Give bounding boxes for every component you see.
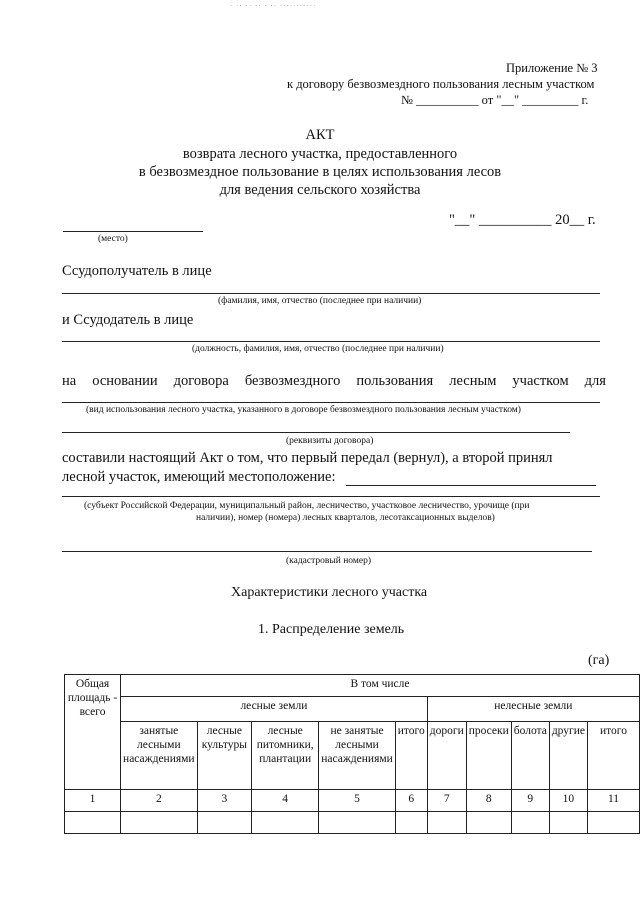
basis-word: на	[62, 373, 77, 389]
statement-line1: составили настоящий Акт о том, что первый передал (вернул), а второй принял	[62, 450, 553, 466]
lender-line	[62, 341, 600, 342]
basis-word: лесным	[449, 373, 497, 389]
data-cell	[197, 812, 252, 834]
basis-word: безвозмездного	[244, 373, 341, 389]
scan-artifact: · ·· ·· ·· · ·· ···········	[230, 2, 317, 10]
col-number: 1	[65, 790, 121, 812]
col-roads: дороги	[427, 722, 466, 790]
place-line	[63, 231, 203, 232]
col-nurseries: лесные питомники, плантации	[252, 722, 319, 790]
contract-details-line	[62, 432, 570, 433]
data-cell	[319, 812, 396, 834]
col-number: 5	[319, 790, 396, 812]
col-other: другие	[549, 722, 587, 790]
borrower-label: Ссудополучатель в лице	[62, 263, 212, 279]
basis-word: для	[584, 373, 606, 389]
borrower-caption: (фамилия, имя, отчество (последнее при наличии)	[218, 296, 422, 306]
data-cell	[65, 812, 121, 834]
col-total-area: Общая площадь - всего	[65, 675, 121, 790]
data-cell	[427, 812, 466, 834]
usage-caption: (вид использования лесного участка, указанного в договоре безвозмездного пользования лесным участком)	[86, 405, 521, 415]
lender-caption: (должность, фамилия, имя, отчество (последнее при наличии)	[192, 344, 444, 354]
col-number: 3	[197, 790, 252, 812]
contract-number-date: № __________ от "__" _________ г.	[401, 93, 589, 107]
act-title-line3: в безвозмездное пользование в целях использования лесов	[138, 164, 502, 180]
col-occupied-stands: занятые лесными насаждениями	[121, 722, 198, 790]
act-date: "__" __________ 20__ г.	[449, 212, 596, 228]
data-cell	[466, 812, 511, 834]
appendix-label: Приложение № 3	[506, 61, 598, 75]
group-nonforest-lands: нелесные земли	[427, 697, 639, 722]
cadastral-caption: (кадастровый номер)	[286, 556, 372, 566]
contract-details-caption: (реквизиты договора)	[286, 436, 374, 446]
col-unoccupied: не занятые лесными насаждениями	[319, 722, 396, 790]
data-cell	[121, 812, 198, 834]
location-line-inline	[346, 485, 596, 486]
section-title: Характеристики лесного участка	[231, 585, 428, 600]
basis-word: участком	[512, 373, 569, 389]
col-in-number: В том числе	[121, 675, 640, 697]
data-cell	[588, 812, 640, 834]
col-number: 10	[549, 790, 587, 812]
basis-word: основании	[92, 373, 158, 389]
col-number: 7	[427, 790, 466, 812]
col-nonforest-total: итого	[588, 722, 640, 790]
group-forest-lands: лесные земли	[121, 697, 428, 722]
data-cell	[252, 812, 319, 834]
cadastral-line	[62, 551, 592, 552]
col-number: 6	[395, 790, 427, 812]
location-line	[62, 496, 600, 497]
col-forest-cultures: лесные культуры	[197, 722, 252, 790]
lender-label: и Ссудодатель в лице	[62, 312, 194, 328]
place-caption: (место)	[98, 234, 128, 244]
col-number: 8	[466, 790, 511, 812]
basis-word: договора	[173, 373, 229, 389]
col-number: 11	[588, 790, 640, 812]
usage-line	[62, 402, 600, 403]
act-title-line4: для ведения сельского хозяйства	[219, 182, 421, 198]
col-number: 2	[121, 790, 198, 812]
act-title: АКТ	[305, 127, 335, 143]
contract-reference: к договору безвозмездного пользования лесным участком	[287, 77, 595, 91]
basis-line	[62, 373, 606, 390]
borrower-line	[62, 293, 600, 294]
unit-label: (га)	[588, 653, 610, 668]
col-forest-total: итого	[395, 722, 427, 790]
data-cell	[511, 812, 549, 834]
section-subtitle: 1. Распределение земель	[258, 622, 405, 637]
data-cell	[549, 812, 587, 834]
col-swamps: болота	[511, 722, 549, 790]
land-distribution-table	[64, 674, 640, 834]
data-cell	[395, 812, 427, 834]
col-number: 4	[252, 790, 319, 812]
location-caption-2: наличии), номер (номера) лесных кварталов, лесотаксационных выделов)	[196, 513, 495, 523]
act-title-line2: возврата лесного участка, предоставленного	[182, 146, 458, 162]
location-caption-1: (субъект Российской Федерации, муниципальный район, лесничество, участковое лесничество, урочище (при	[84, 501, 530, 511]
basis-word: пользования	[356, 373, 434, 389]
col-number: 9	[511, 790, 549, 812]
col-clearings: просеки	[466, 722, 511, 790]
statement-line2: лесной участок, имеющий местоположение:	[62, 469, 336, 485]
